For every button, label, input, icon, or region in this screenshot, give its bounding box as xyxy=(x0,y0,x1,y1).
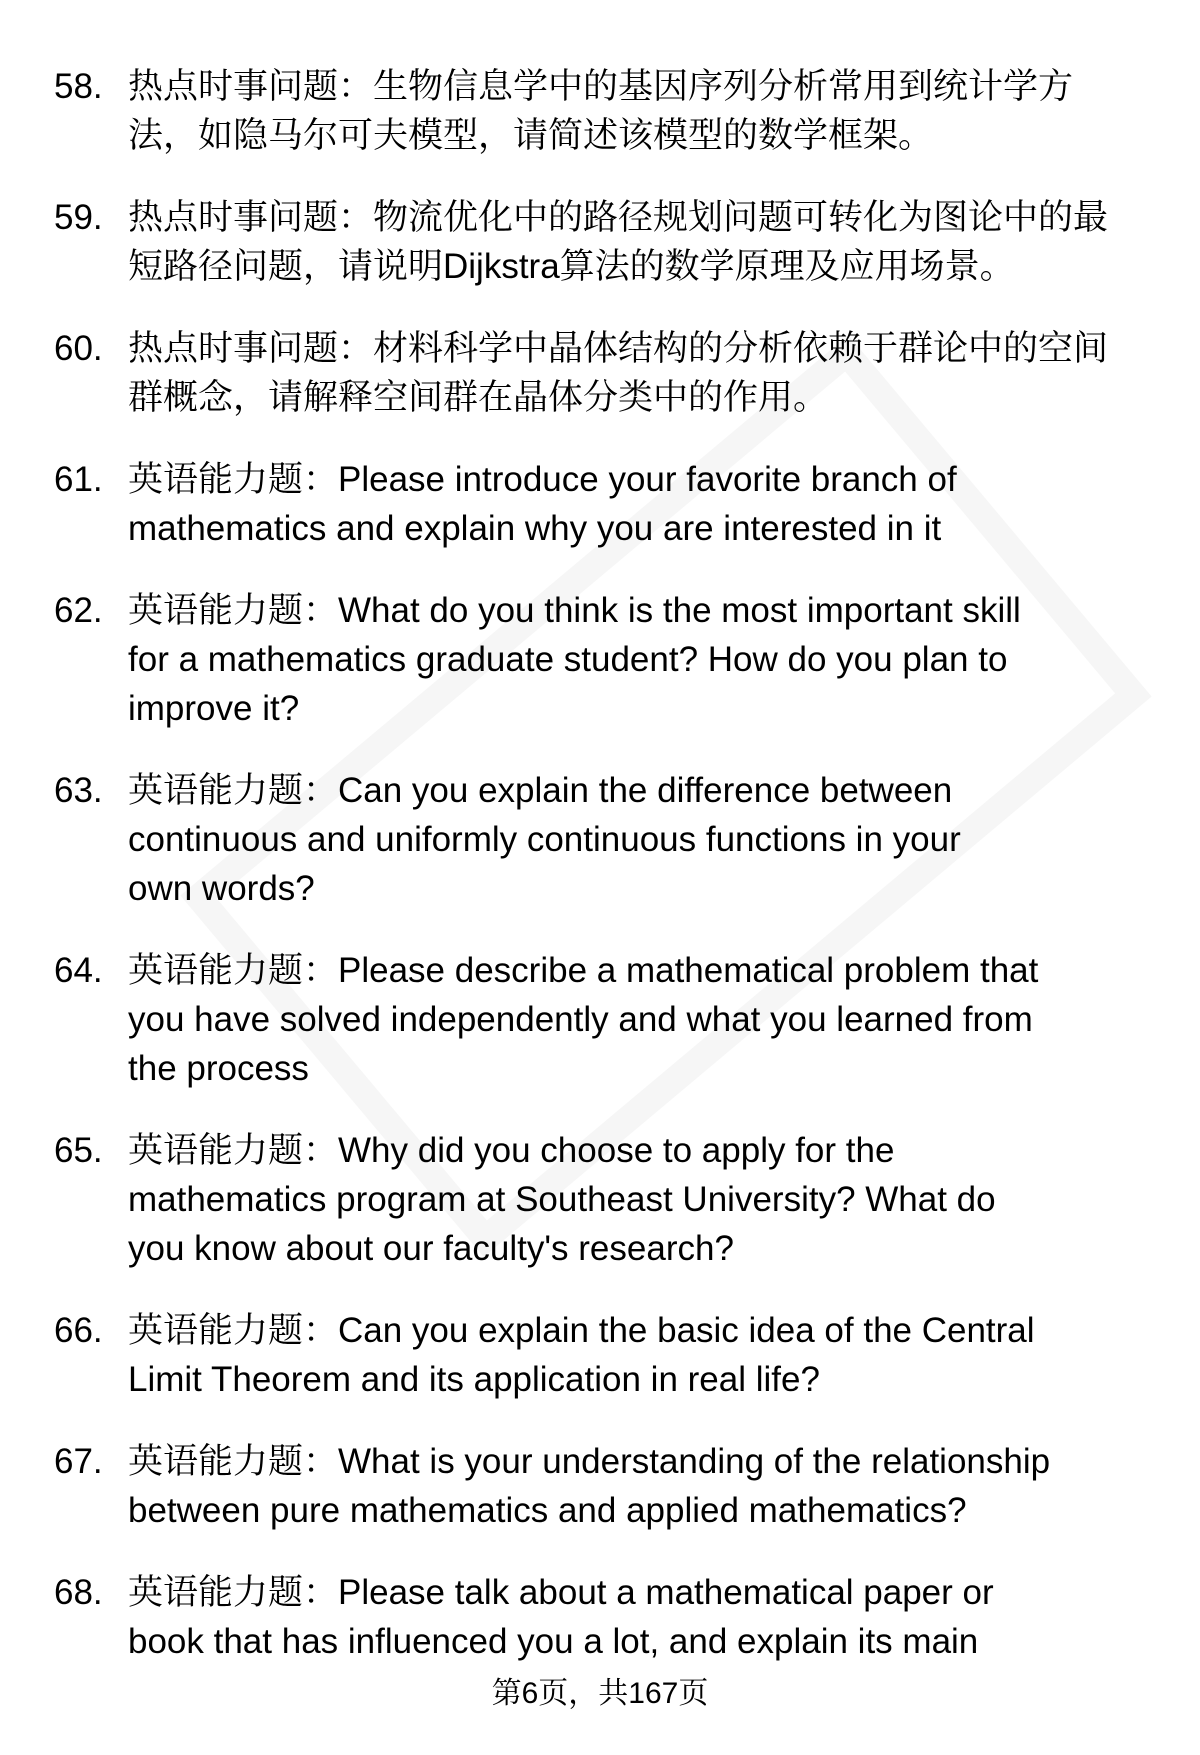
question-text-line: for a mathematics graduate student? How do you plan to xyxy=(128,640,1008,679)
question-number: 65. xyxy=(54,1131,103,1170)
question-item xyxy=(0,62,1200,160)
question-text xyxy=(128,62,1200,160)
question-number: 64. xyxy=(54,951,103,990)
question-text xyxy=(128,1568,1200,1666)
question-number: 67. xyxy=(54,1442,103,1481)
question-item xyxy=(0,1437,1200,1535)
question-text xyxy=(128,1126,1200,1273)
question-item xyxy=(0,324,1200,422)
question-text-line: 英语能力题：Please introduce your favorite branch of xyxy=(128,460,957,499)
question-text-line: 英语能力题：Please describe a mathematical problem that xyxy=(128,951,1039,990)
question-number: 62. xyxy=(54,591,103,630)
question-number: 60. xyxy=(54,329,103,368)
question-text-line: 英语能力题：What do you think is the most important skill xyxy=(128,591,1021,630)
question-item xyxy=(0,193,1200,291)
question-text-line: 英语能力题：What is your understanding of the relationship xyxy=(128,1442,1051,1481)
question-text xyxy=(128,324,1200,422)
question-text xyxy=(128,766,1200,913)
question-text-line: 英语能力题：Why did you choose to apply for the xyxy=(128,1131,895,1170)
question-text-line: own words? xyxy=(128,869,315,908)
question-list xyxy=(0,62,1200,1699)
question-text xyxy=(128,586,1200,733)
question-text-line: between pure mathematics and applied mathematics? xyxy=(128,1491,967,1530)
question-text-line: mathematics and explain why you are interested in it xyxy=(128,509,942,548)
question-text-line: you have solved independently and what you learned from xyxy=(128,1000,1033,1039)
question-item xyxy=(0,1126,1200,1273)
question-text-line: 英语能力题：Can you explain the difference between xyxy=(128,771,953,810)
question-text xyxy=(128,946,1200,1093)
question-text xyxy=(128,1306,1200,1404)
question-item xyxy=(0,1306,1200,1404)
question-item xyxy=(0,1568,1200,1666)
question-number: 66. xyxy=(54,1311,103,1350)
question-item xyxy=(0,766,1200,913)
question-text-line: continuous and uniformly continuous functions in your xyxy=(128,820,961,859)
question-text xyxy=(128,193,1200,291)
question-item xyxy=(0,586,1200,733)
question-number: 59. xyxy=(54,198,103,237)
question-text-line: 英语能力题：Can you explain the basic idea of the Central xyxy=(128,1311,1035,1350)
question-text-line: 法，如隐马尔可夫模型，请简述该模型的数学框架。 xyxy=(128,116,934,155)
question-item xyxy=(0,455,1200,553)
question-number: 63. xyxy=(54,771,103,810)
question-text-line: Limit Theorem and its application in real life? xyxy=(128,1360,820,1399)
question-text-line: mathematics program at Southeast University? What do xyxy=(128,1180,996,1219)
question-text-line: book that has influenced you a lot, and explain its main xyxy=(128,1622,979,1661)
question-text-line: 群概念，请解释空间群在晶体分类中的作用。 xyxy=(128,378,829,417)
question-number: 68. xyxy=(54,1573,103,1612)
question-text-line: the process xyxy=(128,1049,309,1088)
question-text xyxy=(128,455,1200,553)
question-text-line: improve it? xyxy=(128,689,300,728)
question-text xyxy=(128,1437,1200,1535)
question-text-line: 热点时事问题：物流优化中的路径规划问题可转化为图论中的最 xyxy=(128,198,1109,237)
question-text-line: you know about our faculty's research? xyxy=(128,1229,734,1268)
page-number: 第6页，共167页 xyxy=(491,1677,709,1710)
question-text-line: 热点时事问题：材料科学中晶体结构的分析依赖于群论中的空间 xyxy=(128,329,1109,368)
question-item xyxy=(0,946,1200,1093)
question-number: 61. xyxy=(54,460,103,499)
question-text-line: 热点时事问题：生物信息学中的基因序列分析常用到统计学方 xyxy=(128,67,1074,106)
question-number: 58. xyxy=(54,67,103,106)
question-text-line: 短路径问题，请说明Dijkstra算法的数学原理及应用场景。 xyxy=(128,247,1015,286)
question-text-line: 英语能力题：Please talk about a mathematical paper or xyxy=(128,1573,994,1612)
